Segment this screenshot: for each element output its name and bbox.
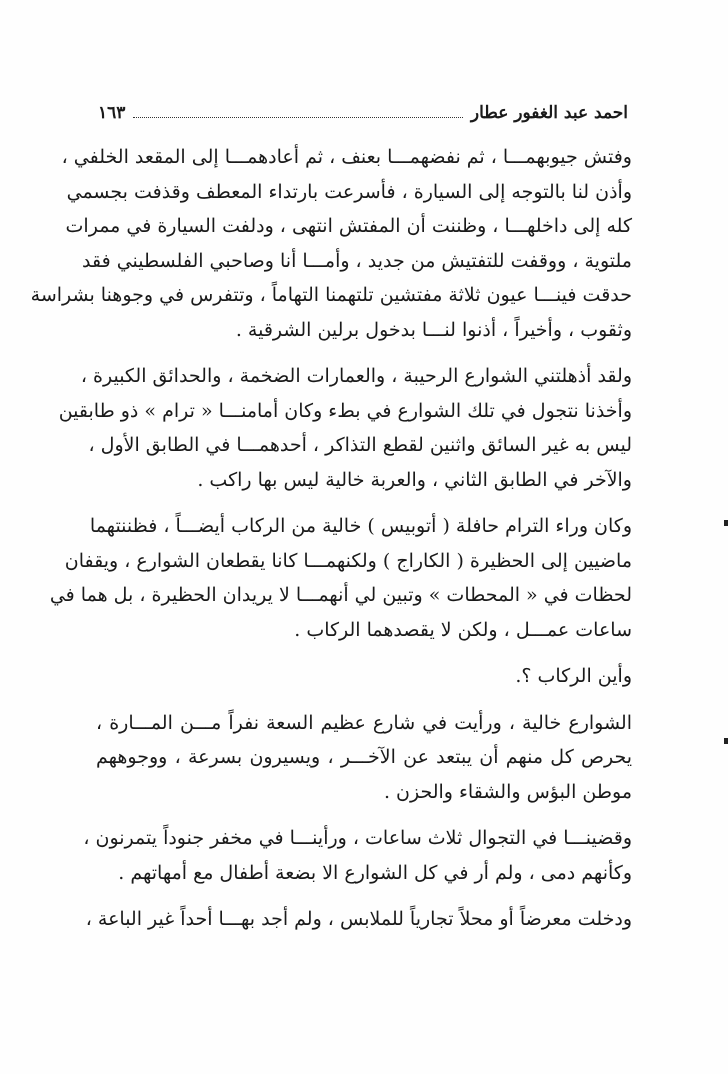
scan-edge-mark — [724, 520, 728, 526]
text-line: حدقت فينـــا عيون ثلاثة مفتشين تلتهمنا التهاماً ، وتتفرس في وجوهنا بشراسة — [30, 284, 632, 306]
text-line: يحرص كل منهم أن يبتعد عن الآخـــر ، ويسيرون بسرعة ، ووجوههم — [96, 746, 632, 768]
header-dotted-leader — [133, 117, 462, 118]
text-line: وكأنهم دمى ، ولم أر في كل الشوارع الا بضعة أطفال مع أمهاتهم . — [118, 861, 632, 884]
paragraph-spacer — [96, 694, 632, 706]
text-line: ليس به غير السائق واثنين لقطع التذاكر ، أحدهمـــا في الطابق الأول ، — [88, 434, 632, 456]
paragraph — [96, 706, 632, 810]
paragraph-spacer — [96, 647, 632, 659]
text-line: وكان وراء الترام حافلة ( أتوبيس ) خالية من الركاب أيضـــاً ، فظننتهما — [89, 515, 632, 537]
paragraph-spacer — [96, 497, 632, 509]
paragraph — [49, 509, 632, 647]
paragraph — [30, 140, 632, 347]
text-line: وفتش جيوبهمـــا ، ثم نفضهمـــا بعنف ، ثم أعادهمـــا إلى المقعد الخلفي ، — [61, 146, 632, 168]
text-line: موطن البؤس والشقاء والحزن . — [383, 780, 632, 803]
text-line: وأخذنا نتجول في تلك الشوارع في بطء وكان أمامنـــا « ترام » ذو طابقين — [58, 399, 632, 422]
text-line: ودخلت معرضاً أو محلاً تجارياً للملابس ، ولم أجد بهـــا أحداً غير الباعة ، — [85, 908, 632, 930]
paragraph — [83, 821, 632, 890]
text-line: ولقد أذهلتني الشوارع الرحيبة ، والعمارات الضخمة ، والحدائق الكبيرة ، — [80, 365, 632, 387]
paragraph — [96, 659, 632, 694]
paragraph-spacer — [96, 347, 632, 359]
page-number: ١٦٣ — [98, 103, 126, 123]
text-line: ملتوية ، ووقفت للتفتيش من جديد ، وأمـــا أنا وصاحبي الفلسطيني فقد — [82, 249, 632, 272]
text-line: وأذن لنا بالتوجه إلى السيارة ، فأسرعت بارتداء المعطف وقذفت بجسمي — [66, 180, 632, 203]
text-line: وقضينـــا في التجوال ثلاث ساعات ، ورأينـــا في مخفر جنوداً يتمرنون ، — [83, 827, 632, 849]
text-line: والآخر في الطابق الثاني ، والعربة خالية ليس بها راكب . — [197, 468, 632, 491]
text-line: ساعات عمـــل ، ولكن لا يقصدهما الركاب . — [294, 618, 632, 641]
text-line: وأين الركاب ؟. — [515, 665, 632, 687]
scan-edge-mark — [724, 738, 728, 744]
text-line: كله إلى داخلهـــا ، وظننت أن المفتش انتهى ، ودلفت السيارة في ممرات — [65, 215, 632, 237]
paragraph-spacer — [96, 890, 632, 902]
author-name: احمد عبد الغفور عطار — [470, 103, 628, 123]
text-line: الشوارع خالية ، ورأيت في شارع عظيم السعة نفراً مـــن المـــارة ، — [96, 711, 632, 734]
running-header — [98, 100, 628, 126]
text-line: وثقوب ، وأخيراً ، أذنوا لنـــا بدخول برلين الشرقية . — [235, 318, 632, 341]
body-text — [30, 140, 632, 937]
paragraph — [85, 902, 632, 937]
paragraph — [58, 359, 632, 497]
paragraph-spacer — [96, 809, 632, 821]
text-line: ماضيين إلى الحظيرة ( الكاراج ) ولكنهمـــا كانا يقطعان الشوارع ، ويقفان — [64, 549, 632, 572]
text-line: لحظات في « المحطات » وتبين لي أنهمـــا لا يريدان الحظيرة ، بل هما في — [49, 584, 632, 606]
